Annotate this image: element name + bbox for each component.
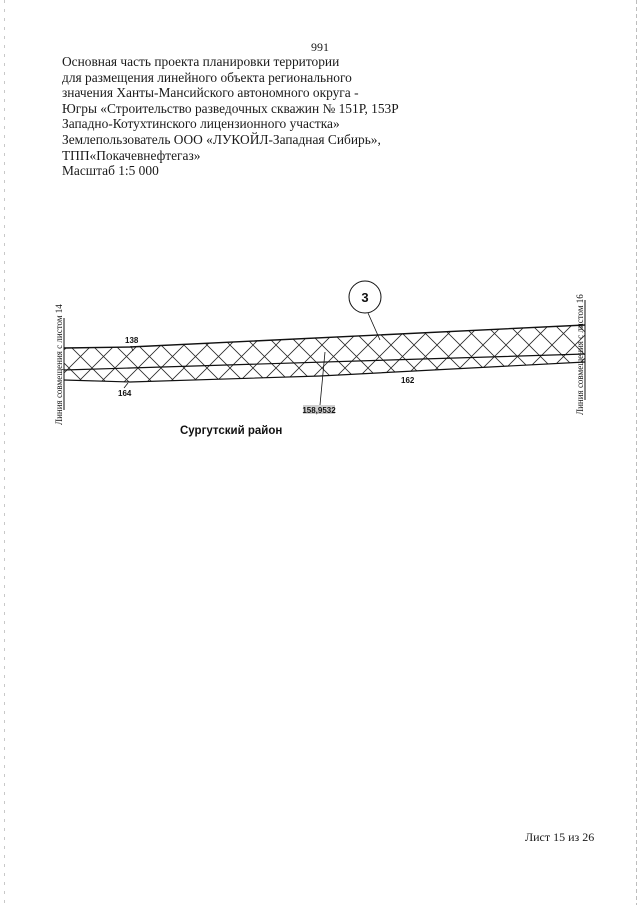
header-line-4: Югры «Строительство разведочных скважин № 151Р, 153Р [62,100,399,116]
point-label-162: 162 [401,376,415,385]
district-label: Сургутский район [180,425,283,437]
callout-number: 3 [361,290,369,305]
point-label-138: 138 [125,336,139,345]
header-line-6: Землепользователь ООО «ЛУКОЙЛ-Западная Сибирь», [62,131,381,147]
page-number: 991 [311,40,329,54]
header-line-3: значения Ханты-Мансийского автономного округа - [62,85,359,101]
scale-label: Масштаб 1:5 000 [62,163,159,179]
left-match-line-label: Линия совмещения с листом 14 [54,304,64,425]
header-line-5: Западно-Котухтинского лицензионного участка» [62,116,340,132]
header-line-7: ТПП«Покачевнефтегаз» [62,147,201,163]
sheet-footer: Лист 15 из 26 [525,830,595,844]
point-leader-164 [124,383,128,388]
header-line-2: для размещения линейного объекта регионального [62,69,352,85]
point-label-164: 164 [118,389,132,398]
header-line-1: Основная часть проекта планировки территории [62,54,340,69]
parcel-area-label: 158,9532 [302,406,336,415]
